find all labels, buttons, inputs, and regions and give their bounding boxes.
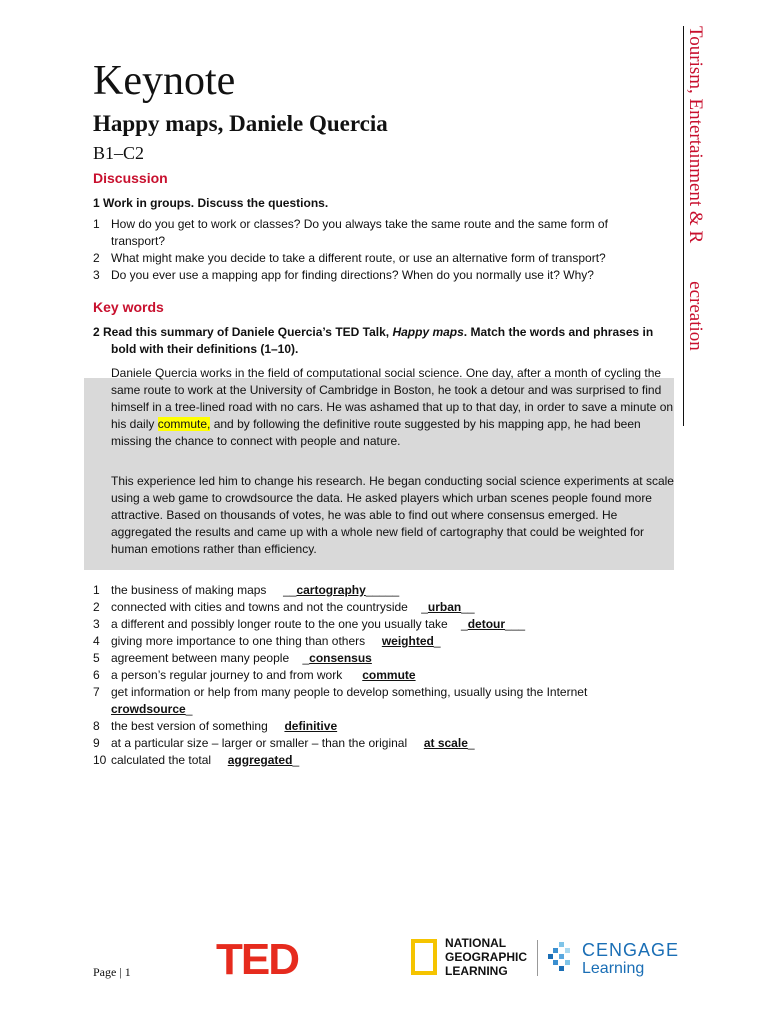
side-label: Tourism, Entertainment & R ecreation [685, 26, 706, 351]
key-words-instruction: 2 Read this summary of Daniele Quercia’s TED Talk, Happy maps. Match the words and phrases in bold with their definitions (1–10). [93, 325, 654, 356]
question-3: 3 Do you ever use a mapping app for finding directions? When do you normally use it? Why? [93, 268, 594, 282]
highlighted-word: commute, [157, 417, 211, 431]
match-item-4: 4 giving more importance to one thing than others weighted_ [93, 634, 441, 648]
level-label: B1–C2 [93, 143, 145, 163]
cengage-logo-name: CENGAGE [582, 940, 680, 960]
question-2: 2 What might make you decide to take a different route, or use an alternative form of transport? [93, 251, 606, 265]
question-1: 1 How do you get to work or classes? Do you always take the same route and the same form of transport? [93, 217, 608, 248]
cengage-logo-icon [547, 940, 575, 974]
match-item-8: 8 the best version of something definitive [93, 719, 338, 733]
page-number: Page | 1 [93, 965, 131, 979]
logo-divider [537, 940, 538, 976]
match-item-1: 1 the business of making maps __cartography_____ [93, 583, 400, 597]
cengage-logo-sub: Learning [582, 960, 645, 977]
page-title: Keynote [93, 58, 236, 104]
discussion-instruction: 1 Work in groups. Discuss the questions. [93, 196, 329, 210]
match-item-7: 7 get information or help from many people to develop something, usually using the Internet crowdsource_ [93, 685, 588, 716]
match-item-2: 2 connected with cities and towns and not the countryside _urban__ [93, 600, 475, 614]
match-item-10: 10 calculated the total aggregated_ [93, 753, 300, 767]
key-words-heading: Key words [93, 299, 164, 315]
match-item-9: 9 at a particular size – larger or smaller – than the original at scale_ [93, 736, 475, 750]
national-geographic-logo-text: NATIONAL GEOGRAPHIC LEARNING [445, 936, 528, 978]
match-item-5: 5 agreement between many people _consensus [93, 651, 372, 665]
talk-subtitle: Happy maps, Daniele Quercia [93, 111, 388, 136]
ted-logo: TED [216, 935, 298, 984]
match-item-6: 6 a person’s regular journey to and from work commute [93, 668, 416, 682]
national-geographic-logo-icon [411, 939, 437, 975]
summary-paragraph-2: This experience led him to change his research. He began conducting social science experiments at scale using a web game to crowdsource the data. He asked players which urban scenes people found more attractive. Based on thousands of votes, he was able to find out where consensus emerged. He aggregated the results and came up with a whole new field of cartography that could be weighted for human emotions rather than efficiency. [111, 474, 674, 556]
match-item-3: 3 a different and possibly longer route to the one you usually take _detour___ [93, 617, 526, 631]
summary-paragraph-1: Daniele Quercia works in the field of computational social science. One day, after a month of cycling the same route to work at the University of Cambridge in Boston, he took a detour and was surprised to find himself in a tree-lined road with no cars. He was ashamed that up to that day, in order to save a minute on his daily commute, and by following the definitive route suggested by his mapping app, he had been missing the chance to connect with people and nature. [111, 366, 674, 448]
discussion-heading: Discussion [93, 170, 168, 186]
side-banner [684, 26, 718, 426]
